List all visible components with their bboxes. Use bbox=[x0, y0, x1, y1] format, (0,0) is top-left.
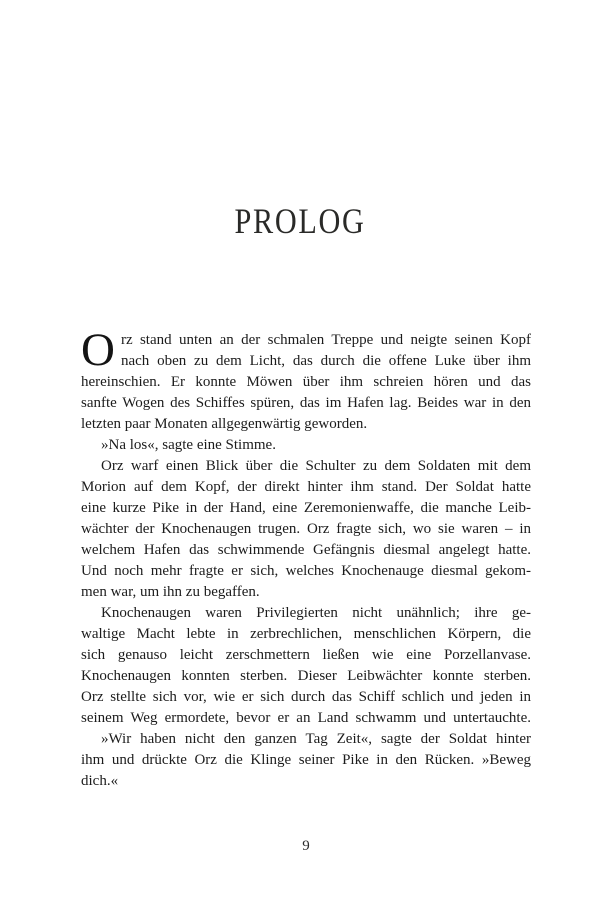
text-line: Knochenaugen konnten sterben. Dieser Leibwächter konnte sterben. bbox=[81, 668, 531, 684]
page-number: 9 bbox=[302, 838, 310, 854]
text-line: Und noch mehr fragte er sich, welches Knochenauge diesmal gekom- bbox=[81, 563, 531, 579]
text-line: rz stand unten an der schmalen Treppe und neigte seinen Kopf bbox=[120, 332, 531, 348]
text-line: wächter der Knochenaugen trugen. Orz fragte sich, wo sie waren – in bbox=[81, 521, 531, 537]
text-line: sich genauso leicht zerschmettern ließen wie eine Porzellanvase. bbox=[81, 647, 531, 663]
text-line: Orz stellte sich vor, wie er sich durch das Schiff schlich und jeden in bbox=[81, 689, 531, 705]
text-line: »Wir haben nicht den ganzen Tag Zeit«, sagte der Soldat hinter bbox=[101, 731, 531, 747]
text-line: »Na los«, sagte eine Stimme. bbox=[101, 437, 276, 453]
text-line: dich.« bbox=[81, 773, 119, 789]
paragraph bbox=[81, 456, 531, 603]
paragraph bbox=[81, 435, 531, 456]
text-line: hereinschien. Er konnte Möwen über ihm schreien hören und das bbox=[81, 374, 531, 390]
chapter-title-text: PROLOG bbox=[234, 201, 366, 241]
text-line: sanfte Wogen des Schiffes spüren, das im Hafen lag. Beides war in den bbox=[81, 395, 531, 411]
paragraph bbox=[81, 603, 531, 729]
text-line: Orz warf einen Blick über die Schulter zu dem Soldaten mit dem bbox=[101, 458, 531, 474]
text-line: men war, um ihn zu begaffen. bbox=[81, 584, 260, 600]
text-line: ihm und drückte Orz die Klinge seiner Pike in den Rücken. »Beweg bbox=[81, 752, 531, 768]
chapter-title bbox=[0, 201, 600, 241]
text-line: Knochenaugen waren Privilegierten nicht unähnlich; ihre ge- bbox=[101, 605, 531, 621]
text-line: seinem Weg ermordete, bevor er an Land schwamm und untertauchte. bbox=[81, 710, 531, 726]
text-line: Morion auf dem Kopf, der direkt hinter ihm stand. Der Soldat hatte bbox=[81, 479, 531, 495]
text-line: eine kurze Pike in der Hand, eine Zeremonienwaffe, die manche Leib- bbox=[81, 500, 531, 516]
text-line: nach oben zu dem Licht, das durch die offene Luke über ihm bbox=[120, 353, 531, 369]
text-block bbox=[81, 324, 531, 792]
drop-cap: O bbox=[81, 324, 115, 376]
paragraph bbox=[81, 324, 531, 435]
text-line: waltige Macht lebte in zerbrechlichen, menschlichen Körpern, die bbox=[81, 626, 531, 642]
text-line: welchem Hafen das schwimmende Gefängnis diesmal angelegt hatte. bbox=[81, 542, 531, 558]
text-line: letzten paar Monaten allgegenwärtig geworden. bbox=[81, 416, 368, 432]
paragraph bbox=[81, 729, 531, 792]
